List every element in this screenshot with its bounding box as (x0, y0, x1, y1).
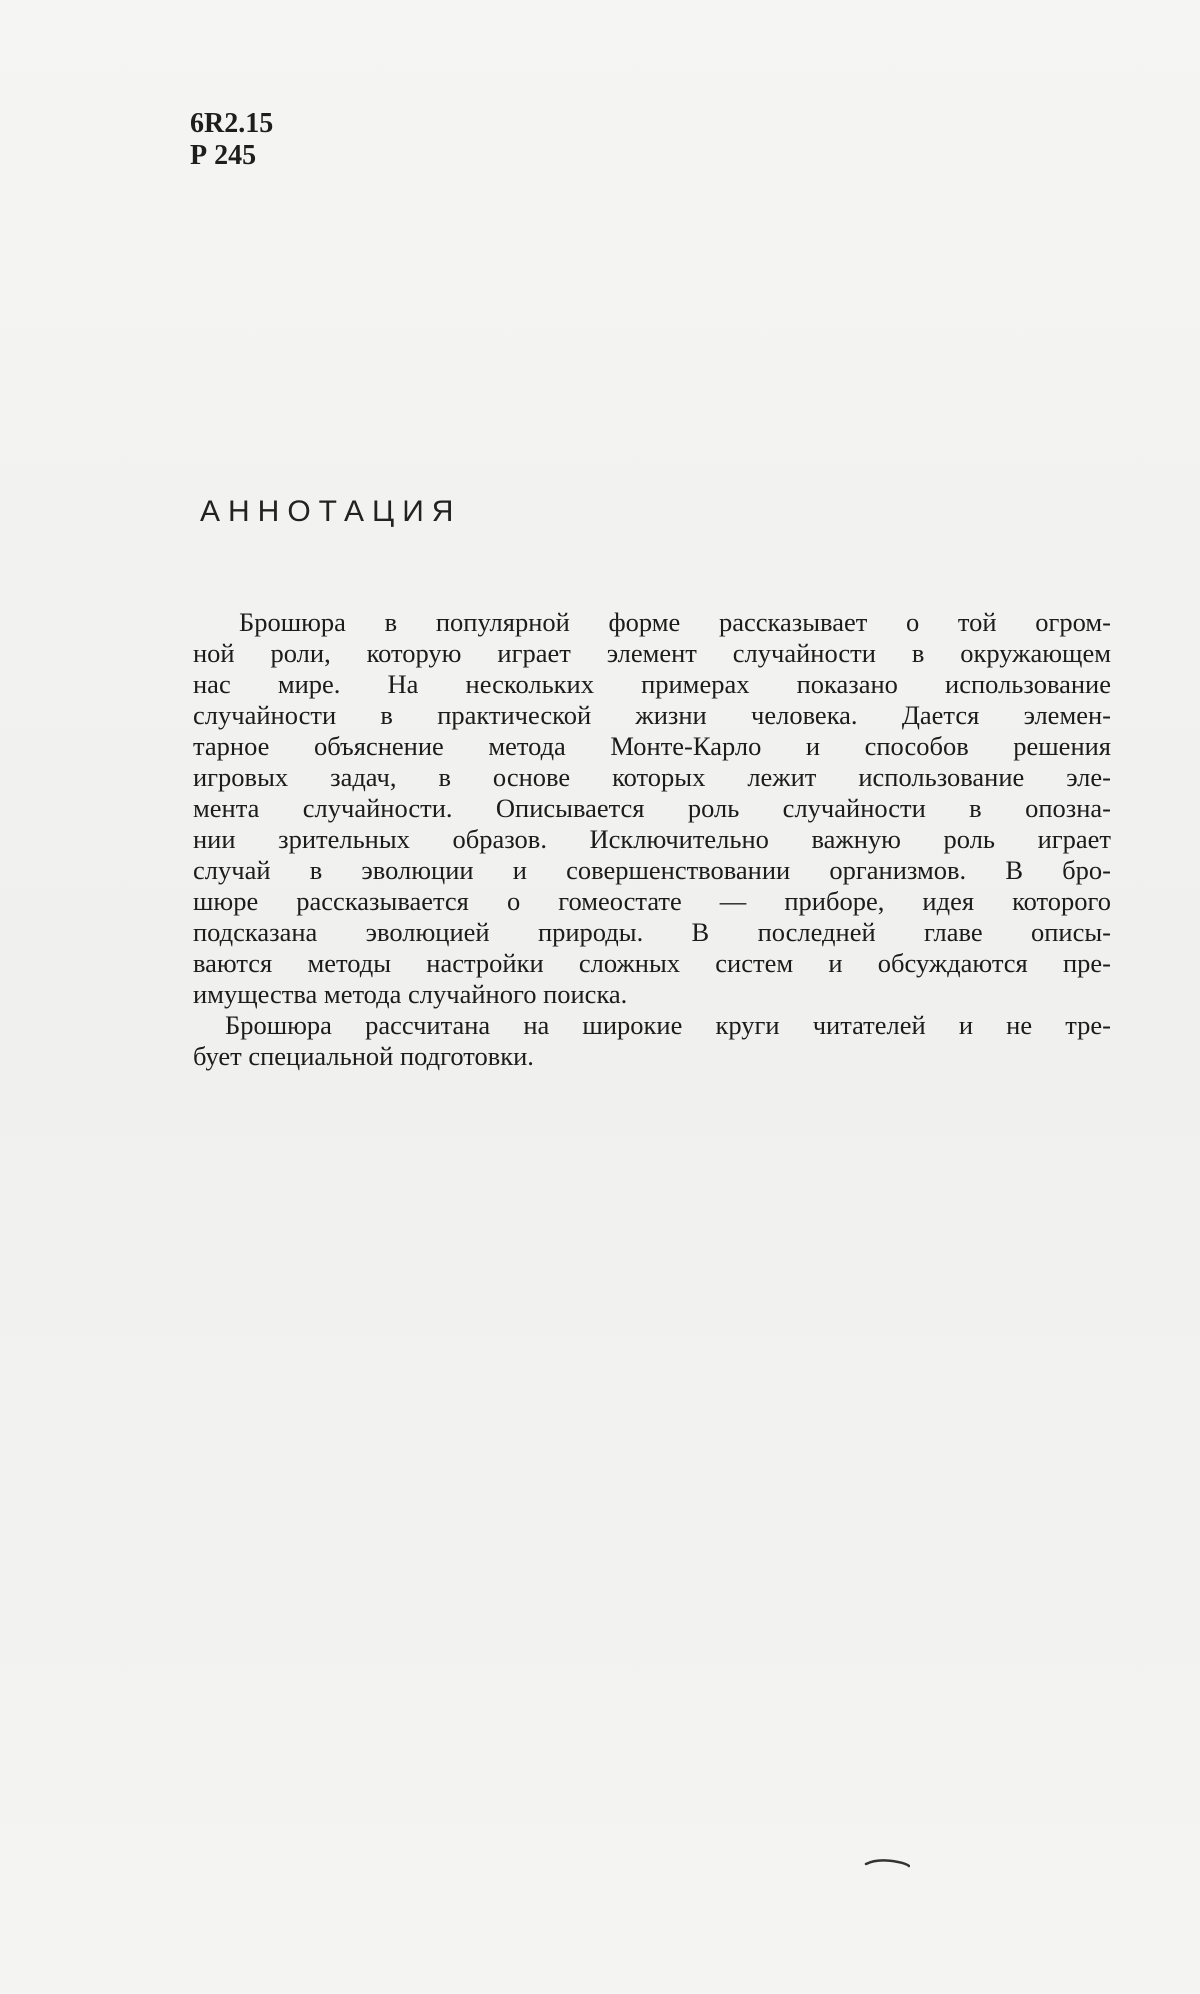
text-line: игровых задач, в основе которых лежит использование эле- (193, 762, 1111, 792)
text-line: тарное объяснение метода Монте-Карло и способов решения (193, 731, 1111, 761)
text-line: Брошюра рассчитана на широкие круги читателей и не тре- (225, 1010, 1111, 1040)
text-line: подсказана эволюцией природы. В последней главе описы- (193, 917, 1111, 947)
annotation-paragraph-1 (193, 607, 1111, 1010)
classification-line-2: Р 245 (190, 140, 257, 171)
text-line: нас мире. На нескольких примерах показано использование (193, 669, 1111, 699)
library-classification-code (190, 108, 273, 172)
text-line: бует специальной подготовки. (193, 1041, 534, 1071)
annotation-body (193, 607, 1111, 1072)
text-line: нии зрительных образов. Исключительно важную роль играет (193, 824, 1111, 854)
text-line: Брошюра в популярной форме рассказывает о той огром- (239, 607, 1111, 637)
print-blemish (864, 1858, 910, 1868)
text-line: шюре рассказывается о гомеостате — приборе, идея которого (193, 886, 1111, 916)
text-line: ваются методы настройки сложных систем и обсуждаются пре- (193, 948, 1111, 978)
text-line: случайности в практической жизни человека. Дается элемен- (193, 700, 1111, 730)
annotation-heading: АННОТАЦИЯ (200, 495, 462, 528)
text-line: ной роли, которую играет элемент случайности в окружающем (193, 638, 1111, 668)
text-line: случай в эволюции и совершенствовании организмов. В бро- (193, 855, 1111, 885)
annotation-paragraph-2 (193, 1010, 1111, 1072)
text-line: имущества метода случайного поиска. (193, 979, 628, 1009)
text-line: мента случайности. Описывается роль случайности в опозна- (193, 793, 1111, 823)
classification-line-1: 6R2.15 (190, 108, 274, 139)
